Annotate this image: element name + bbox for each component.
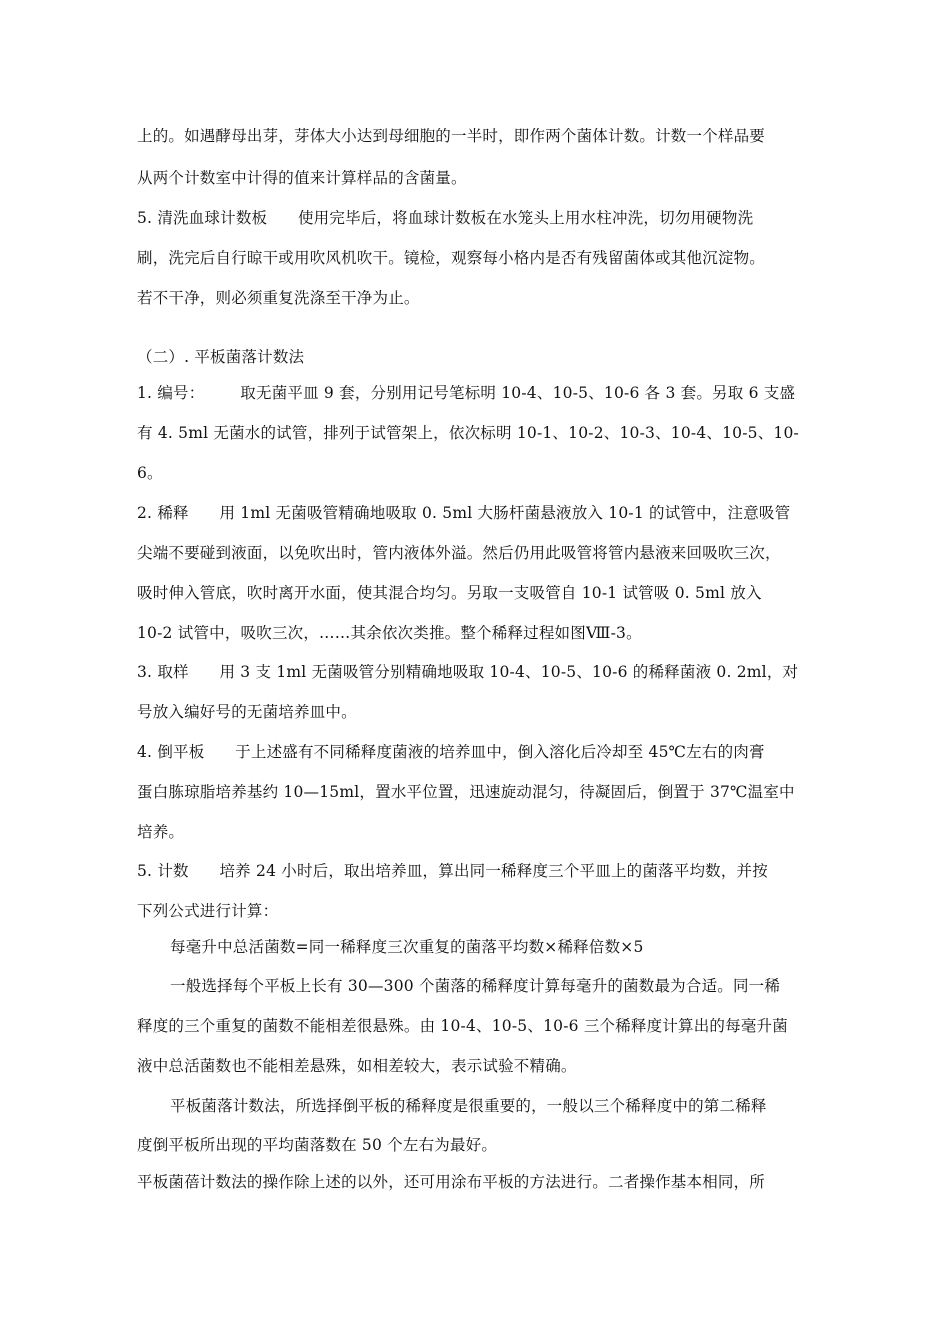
formula-line: 每毫升中总活菌数=同一稀释度三次重复的菌落平均数×稀释倍数×5 bbox=[170, 938, 644, 956]
text-line: 6。 bbox=[137, 464, 163, 482]
text-line: 4. 倒平板 于上述盛有不同稀释度菌液的培养皿中，倒入溶化后冷却至 45℃左右的肉膏 bbox=[137, 743, 765, 761]
section-heading: （二）. 平板菌落计数法 bbox=[137, 348, 305, 366]
text-line: 液中总活菌数也不能相差悬殊，如相差较大，表示试验不精确。 bbox=[137, 1057, 577, 1075]
text-line: 度倒平板所出现的平均菌落数在 50 个左右为最好。 bbox=[137, 1136, 498, 1154]
text-line: 从两个计数室中计得的值来计算样品的含菌量。 bbox=[137, 169, 467, 187]
text-line: 平板菌落计数法，所选择倒平板的稀释度是很重要的，一般以三个稀释度中的第二稀释 bbox=[170, 1097, 767, 1115]
text-line: 尖端不要碰到液面，以免吹出时，管内液体外溢。然后仍用此吸管将管内悬液来回吸吹三次， bbox=[137, 544, 781, 562]
text-line: 平板菌蓓计数法的操作除上述的以外，还可用涂布平板的方法进行。二者操作基本相同，所 bbox=[137, 1173, 766, 1191]
text-line: 释度的三个重复的菌数不能相差很悬殊。由 10-4、10-5、10-6 三个稀释度计算出的每毫升菌 bbox=[137, 1017, 788, 1035]
text-line: 若不干净，则必须重复洗涤至干净为止。 bbox=[137, 289, 420, 307]
text-line: 吸时伸入管底，吹时离开水面，使其混合均匀。另取一支吸管自 10-1 试管吸 0. 5ml 放入 bbox=[137, 584, 762, 602]
text-line: 上的。如遇酵母出芽，芽体大小达到母细胞的一半时，即作两个菌体计数。计数一个样品要 bbox=[137, 127, 766, 145]
text-line: 3. 取样 用 3 支 1ml 无菌吸管分别精确地吸取 10-4、10-5、10-6 的稀释菌液 0. 2ml，对 bbox=[137, 663, 799, 681]
text-line: 刷，洗完后自行晾干或用吹风机吹干。镜检，观察每小格内是否有残留菌体或其他沉淀物。 bbox=[137, 249, 766, 267]
text-line: 5. 计数 培养 24 小时后，取出培养皿，算出同一稀释度三个平皿上的菌落平均数，并按 bbox=[137, 862, 768, 880]
text-line: 2. 稀释 用 1ml 无菌吸管精确地吸取 0. 5ml 大肠杆菌悬液放入 10-1 的试管中，注意吸管 bbox=[137, 504, 791, 522]
text-line: 一般选择每个平板上长有 30—300 个菌落的稀释度计算每毫升的菌数最为合适。同一稀 bbox=[170, 977, 781, 995]
text-line: 蛋白胨琼脂培养基约 10—15ml，置水平位置，迅速旋动混匀，待凝固后，倒置于 37℃温室中 bbox=[137, 783, 795, 801]
text-line: 下列公式进行计算： bbox=[137, 902, 279, 920]
text-line: 1. 编号： 取无菌平皿 9 套，分别用记号笔标明 10-4、10-5、10-6 各 3 套。另取 6 支盛 bbox=[137, 384, 796, 402]
text-line: 培养。 bbox=[137, 823, 185, 841]
text-line: 10-2 试管中，吸吹三次，……其余依次类推。整个稀释过程如图Ⅷ-3。 bbox=[137, 624, 642, 642]
text-line: 有 4. 5ml 无菌水的试管，排列于试管架上，依次标明 10-1、10-2、10-3、10-4、10-5、10- bbox=[137, 424, 799, 442]
text-line: 号放入编好号的无菌培养皿中。 bbox=[137, 703, 357, 721]
text-line: 5. 清洗血球计数板 使用完毕后，将血球计数板在水笼头上用水柱冲洗，切勿用硬物洗 bbox=[137, 209, 754, 227]
